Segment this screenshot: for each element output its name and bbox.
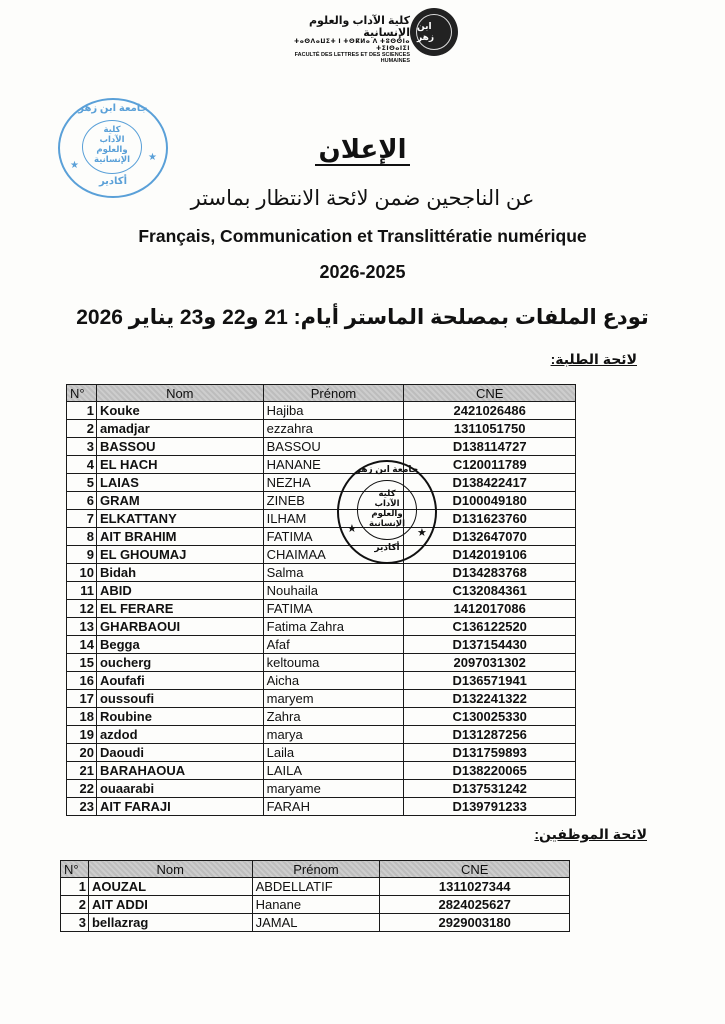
row-nom: GHARBAOUI <box>96 618 263 636</box>
table-row <box>67 654 576 672</box>
row-number: 9 <box>67 546 97 564</box>
table-row <box>67 618 576 636</box>
row-nom: Daoudi <box>96 744 263 762</box>
table-row <box>67 672 576 690</box>
row-number: 8 <box>67 528 97 546</box>
announcement-title-text: الإعلان <box>315 134 411 166</box>
row-cne: 2929003180 <box>380 914 570 932</box>
row-number: 23 <box>67 798 97 816</box>
star-icon: ★ <box>70 160 79 171</box>
row-prenom: CHAIMAA <box>263 546 404 564</box>
table-row <box>67 420 576 438</box>
stamp-line: الآداب <box>99 134 125 144</box>
stamp-top-text: جامعة ابن زهر <box>78 103 148 114</box>
col-header-prenom: Prénom <box>263 385 404 402</box>
row-cne: D137531242 <box>404 780 576 798</box>
table-row <box>67 762 576 780</box>
table-row <box>67 582 576 600</box>
table-row <box>61 896 570 914</box>
row-nom: bellazrag <box>88 914 252 932</box>
seal-inner <box>416 14 452 50</box>
row-prenom: Zahra <box>263 708 404 726</box>
row-nom: oussoufi <box>96 690 263 708</box>
university-seal-icon <box>410 8 458 56</box>
star-icon: ★ <box>417 527 427 539</box>
row-number: 11 <box>67 582 97 600</box>
table-row <box>67 564 576 582</box>
table-row <box>67 690 576 708</box>
students-table <box>66 384 576 816</box>
row-cne: D100049180 <box>404 492 576 510</box>
row-number: 1 <box>61 878 89 896</box>
row-prenom: FATIMA <box>263 528 404 546</box>
table-row <box>67 600 576 618</box>
row-nom: BARAHAOUA <box>96 762 263 780</box>
row-prenom: FATIMA <box>263 600 404 618</box>
row-nom: BASSOU <box>96 438 263 456</box>
row-cne: D138422417 <box>404 474 576 492</box>
staff-table <box>60 860 570 932</box>
row-number: 18 <box>67 708 97 726</box>
row-prenom: BASSOU <box>263 438 404 456</box>
row-cne: D138220065 <box>404 762 576 780</box>
row-nom: LAIAS <box>96 474 263 492</box>
table-row <box>67 510 576 528</box>
row-cne: D134283768 <box>404 564 576 582</box>
row-nom: Begga <box>96 636 263 654</box>
row-number: 3 <box>61 914 89 932</box>
row-number: 21 <box>67 762 97 780</box>
row-cne: D139791233 <box>404 798 576 816</box>
table-row <box>67 528 576 546</box>
row-cne: D132241322 <box>404 690 576 708</box>
row-cne: C120011789 <box>404 456 576 474</box>
col-header-nom: Nom <box>88 861 252 878</box>
table-row <box>67 726 576 744</box>
row-cne: C132084361 <box>404 582 576 600</box>
row-nom: azdod <box>96 726 263 744</box>
row-prenom: keltouma <box>263 654 404 672</box>
row-cne: D137154430 <box>404 636 576 654</box>
row-number: 1 <box>67 402 97 420</box>
row-prenom: ZINEB <box>263 492 404 510</box>
stamp-line: كلية <box>378 488 396 498</box>
row-number: 2 <box>61 896 89 914</box>
stamp-bottom-text: أكادير <box>374 542 400 552</box>
program-name: Français, Communication et Translittératie numérique <box>138 226 587 246</box>
stamp-line: الإنسانية <box>368 518 406 528</box>
deposit-notice: تودع الملفات بمصلحة الماستر أيام: 21 و22 و23 يناير 2026 <box>76 306 649 329</box>
row-cne: D138114727 <box>404 438 576 456</box>
row-number: 2 <box>67 420 97 438</box>
table-row <box>67 546 576 564</box>
col-header-number: N° <box>67 385 97 402</box>
row-cne: D131287256 <box>404 726 576 744</box>
row-nom: ouaarabi <box>96 780 263 798</box>
row-prenom: ABDELLATIF <box>252 878 380 896</box>
faculty-name-arabic: كلية الآداب والعلوم الإنسانية <box>309 15 410 40</box>
academic-year: 2026-2025 <box>319 262 406 282</box>
row-prenom: maryame <box>263 780 404 798</box>
col-header-cne: CNE <box>404 385 576 402</box>
row-cne: 2421026486 <box>404 402 576 420</box>
staff-list-label: لائحة الموظفين: <box>534 826 647 842</box>
row-number: 19 <box>67 726 97 744</box>
row-cne: C136122520 <box>404 618 576 636</box>
table-row <box>67 636 576 654</box>
table-row <box>67 798 576 816</box>
row-nom: EL FERARE <box>96 600 263 618</box>
stamp-line: والعلوم <box>371 508 403 518</box>
table-row <box>67 780 576 798</box>
row-nom: Kouke <box>96 402 263 420</box>
col-header-nom: Nom <box>96 385 263 402</box>
row-prenom: NEZHA <box>263 474 404 492</box>
table-row <box>67 708 576 726</box>
row-nom: EL GHOUMAJ <box>96 546 263 564</box>
row-prenom: Hanane <box>252 896 380 914</box>
row-prenom: Fatima Zahra <box>263 618 404 636</box>
row-prenom: FARAH <box>263 798 404 816</box>
faculty-name-french: FACULTÉ DES LETTRES ET DES SCIENCES HUMAINES <box>294 52 410 65</box>
seal-glyph: ابن زهر <box>417 21 435 42</box>
col-header-number: N° <box>61 861 89 878</box>
faculty-name-tifinagh: ⵜⴰⵙⴷⴰⵡⵉⵜ ⵏ ⵜⵙⴽⵍⴰ ⴷ ⵜⵓⵙⵙⵏⴰ ⵜⵉⵏⵙⴰⵏⵉⵏ <box>294 39 410 52</box>
table-header-row <box>61 861 570 878</box>
row-nom: Aoufafi <box>96 672 263 690</box>
row-cne: C130025330 <box>404 708 576 726</box>
row-nom: AOUZAL <box>88 878 252 896</box>
star-icon: ★ <box>347 523 357 535</box>
row-nom: AIT BRAHIM <box>96 528 263 546</box>
row-nom: oucherg <box>96 654 263 672</box>
row-prenom: Hajiba <box>263 402 404 420</box>
row-nom: Bidah <box>96 564 263 582</box>
row-number: 22 <box>67 780 97 798</box>
stamp-line: الآداب <box>374 498 400 508</box>
row-prenom: Nouhaila <box>263 582 404 600</box>
table-row <box>61 914 570 932</box>
col-header-prenom: Prénom <box>252 861 380 878</box>
announcement-title <box>0 134 725 165</box>
row-number: 10 <box>67 564 97 582</box>
row-prenom: marya <box>263 726 404 744</box>
table-row <box>67 744 576 762</box>
table-row <box>67 402 576 420</box>
row-cne: D142019106 <box>404 546 576 564</box>
row-number: 17 <box>67 690 97 708</box>
row-cne: 1412017086 <box>404 600 576 618</box>
table-row <box>67 492 576 510</box>
star-icon: ★ <box>148 152 157 163</box>
stamp-line: كلية <box>103 124 121 134</box>
row-prenom: maryem <box>263 690 404 708</box>
row-number: 3 <box>67 438 97 456</box>
row-cne: 1311051750 <box>404 420 576 438</box>
row-cne: D131623760 <box>404 510 576 528</box>
row-number: 12 <box>67 600 97 618</box>
row-number: 4 <box>67 456 97 474</box>
stamp-top-text: جامعة ابن زهر <box>355 464 419 474</box>
row-nom: GRAM <box>96 492 263 510</box>
row-cne: D136571941 <box>404 672 576 690</box>
row-nom: ELKATTANY <box>96 510 263 528</box>
row-cne: 2824025627 <box>380 896 570 914</box>
row-prenom: Aicha <box>263 672 404 690</box>
table-row <box>61 878 570 896</box>
row-number: 7 <box>67 510 97 528</box>
row-prenom: Afaf <box>263 636 404 654</box>
row-nom: amadjar <box>96 420 263 438</box>
row-nom: AIT FARAJI <box>96 798 263 816</box>
table-row <box>67 438 576 456</box>
announcement-subtitle: عن الناجحين ضمن لائحة الانتظار بماستر <box>190 187 535 210</box>
row-nom: Roubine <box>96 708 263 726</box>
col-header-cne: CNE <box>380 861 570 878</box>
row-prenom: ezzahra <box>263 420 404 438</box>
stamp-line: والعلوم <box>96 144 128 154</box>
row-cne: 2097031302 <box>404 654 576 672</box>
row-nom: ABID <box>96 582 263 600</box>
row-nom: AIT ADDI <box>88 896 252 914</box>
row-prenom: Salma <box>263 564 404 582</box>
table-row <box>67 474 576 492</box>
row-prenom: ILHAM <box>263 510 404 528</box>
row-number: 13 <box>67 618 97 636</box>
stamp-line: الإنسانية <box>93 154 131 164</box>
row-cne: D132647070 <box>404 528 576 546</box>
row-number: 16 <box>67 672 97 690</box>
table-header-row <box>67 385 576 402</box>
row-prenom: Laila <box>263 744 404 762</box>
row-number: 5 <box>67 474 97 492</box>
row-nom: EL HACH <box>96 456 263 474</box>
row-prenom: HANANE <box>263 456 404 474</box>
row-cne: 1311027344 <box>380 878 570 896</box>
row-number: 15 <box>67 654 97 672</box>
row-prenom: LAILA <box>263 762 404 780</box>
row-prenom: JAMAL <box>252 914 380 932</box>
row-number: 14 <box>67 636 97 654</box>
stamp-bottom-text: أكادير <box>98 176 128 187</box>
students-list-label: لائحة الطلبة: <box>550 351 637 367</box>
faculty-logo-text <box>268 15 410 64</box>
row-cne: D131759893 <box>404 744 576 762</box>
row-number: 20 <box>67 744 97 762</box>
table-row <box>67 456 576 474</box>
row-number: 6 <box>67 492 97 510</box>
